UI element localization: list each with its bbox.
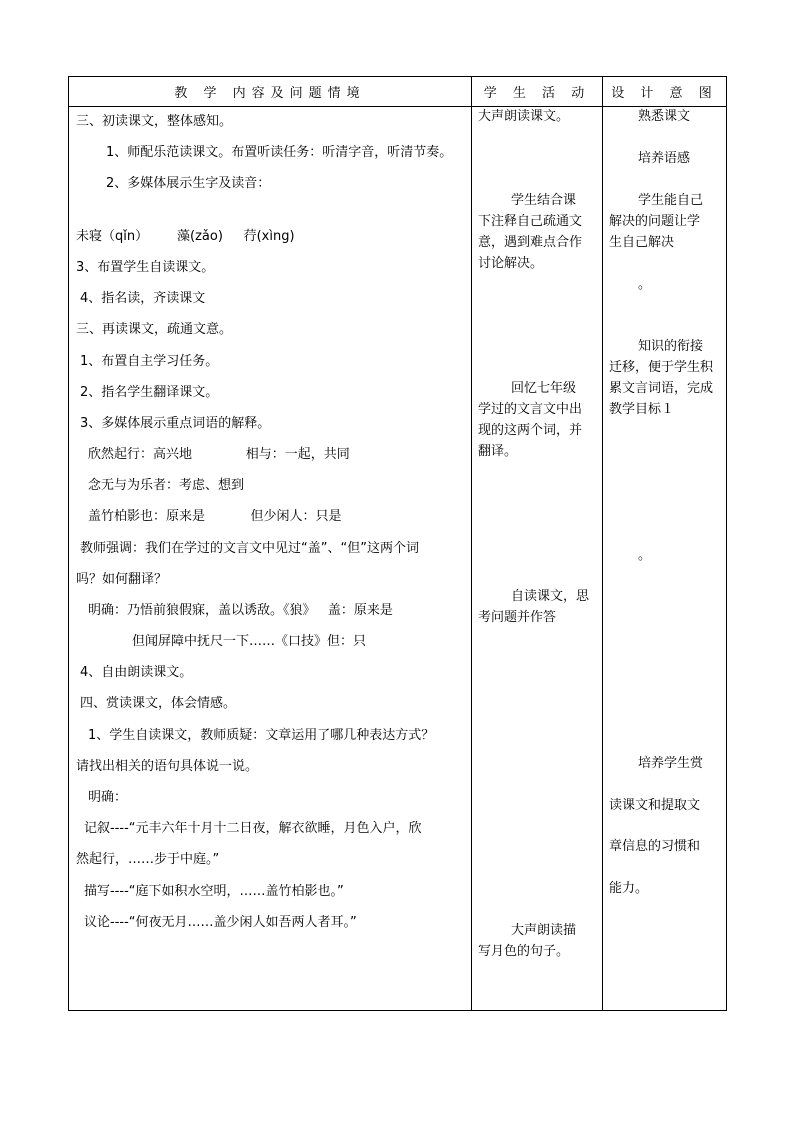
intent-text: 能力。: [609, 881, 649, 896]
answer-line: 但闻屏障中抚尺一下……《口技》但：只: [132, 634, 367, 649]
intent-text: 熟悉课文: [638, 109, 691, 124]
list-item: 2、指名学生翻译课文。: [80, 385, 219, 400]
header-intent: 设 计 意 图: [603, 77, 727, 107]
activity-text: 讨论解决。: [478, 256, 544, 271]
activity-text: 翻译。: [478, 444, 518, 459]
table-header-row: [69, 77, 727, 107]
table-body-row: [69, 107, 727, 1011]
lesson-plan-table: [68, 76, 727, 1011]
section-3b-title: 三、再读课文，疏通文意。: [76, 322, 233, 337]
activity-cell: [472, 107, 603, 1011]
list-item: 2、多媒体展示生字及读音：: [106, 176, 271, 191]
intent-text: 累文言词语，完成: [609, 381, 714, 396]
list-item: 4、指名读，齐读课文: [80, 291, 206, 306]
activity-text: 学生结合课: [511, 193, 577, 208]
header-content: 教 学 内容及问题情境: [69, 77, 472, 107]
list-item: 3、布置学生自读课文。: [76, 260, 215, 275]
intent-text: 知识的衔接: [638, 339, 704, 354]
gloss-line: 念无与为乐者：考虑、想到: [88, 478, 245, 493]
intent-text: 。: [638, 277, 652, 292]
list-item: 请找出相关的语句具体说一说。: [76, 759, 259, 774]
activity-text: 写月色的句子。: [478, 944, 570, 959]
activity-text: 下注释自己疏通文: [478, 214, 583, 229]
section-3-title: 三、初读课文，整体感知。: [76, 114, 233, 129]
activity-text: 现的这两个词，并: [478, 423, 583, 438]
intent-text: 章信息的习惯和: [609, 839, 701, 854]
activity-text: 意，遇到难点合作: [478, 235, 583, 250]
list-item: 1、学生自读课文，教师质疑：文章运用了哪几种表达方式？: [88, 728, 435, 743]
answer-label: 明确：: [88, 790, 128, 805]
answer-line: 明确：乃悟前狼假寐，盖以诱敌。《狼》 盖：原来是: [88, 603, 393, 618]
discussion-line: 议论----“何夜无月……盖少闲人如吾两人者耳。”: [84, 915, 357, 930]
activity-text: 自读课文，思: [511, 589, 590, 604]
list-item: 1、师配乐范读课文。布置听读任务：听清字音，听清节奏。: [106, 145, 453, 160]
activity-text: 回忆七年级: [511, 381, 577, 396]
activity-text: 大声朗读课文。: [478, 109, 570, 124]
gloss-line: 欣然起行：高兴地 相与：一起，共同: [88, 447, 350, 462]
activity-text: 学过的文言文中出: [478, 402, 583, 417]
section-4-title: 四、赏读课文，体会情感。: [80, 696, 237, 711]
intent-text: 生自己解决: [609, 235, 675, 250]
intent-text: 迁移，便于学生积: [609, 360, 714, 375]
description-line: 描写----“庭下如积水空明，……盖竹柏影也。”: [84, 884, 344, 899]
activity-text: 考问题并作答: [478, 610, 557, 625]
list-item: 4、自由朗读课文。: [80, 665, 193, 680]
header-activity: 学 生 活 动: [472, 77, 603, 107]
intent-text: 教学目标１: [609, 402, 675, 417]
activity-text: 大声朗读描: [511, 923, 577, 938]
content-cell: [69, 107, 472, 1011]
gloss-line: 盖竹柏影也：原来是 但少闲人：只是: [88, 509, 342, 524]
intent-text: 培养学生赏: [638, 756, 704, 771]
list-item: 1、布置自主学习任务。: [80, 354, 219, 369]
intent-text: 学生能自己: [638, 193, 704, 208]
vocab-line: 未寝（qǐn） 藻(zǎo) 荇(xìng): [76, 229, 295, 244]
intent-cell: [603, 107, 727, 1011]
intent-text: 。: [638, 548, 652, 563]
narration-line: 记叙----“元丰六年十月十二日夜，解衣欲睡，月色入户，欣: [84, 821, 422, 836]
list-item: 3、多媒体展示重点词语的解释。: [80, 416, 271, 431]
intent-text: 培养语感: [638, 151, 691, 166]
emphasis-line: 吗？如何翻译？: [76, 572, 168, 587]
narration-line: 然起行，……步于中庭。”: [76, 852, 220, 867]
emphasis-line: 教师强调：我们在学过的文言文中见过“盖”、“但”这两个词: [80, 541, 419, 556]
intent-text: 解决的问题让学: [609, 214, 701, 229]
intent-text: 读课文和提取文: [609, 798, 701, 813]
